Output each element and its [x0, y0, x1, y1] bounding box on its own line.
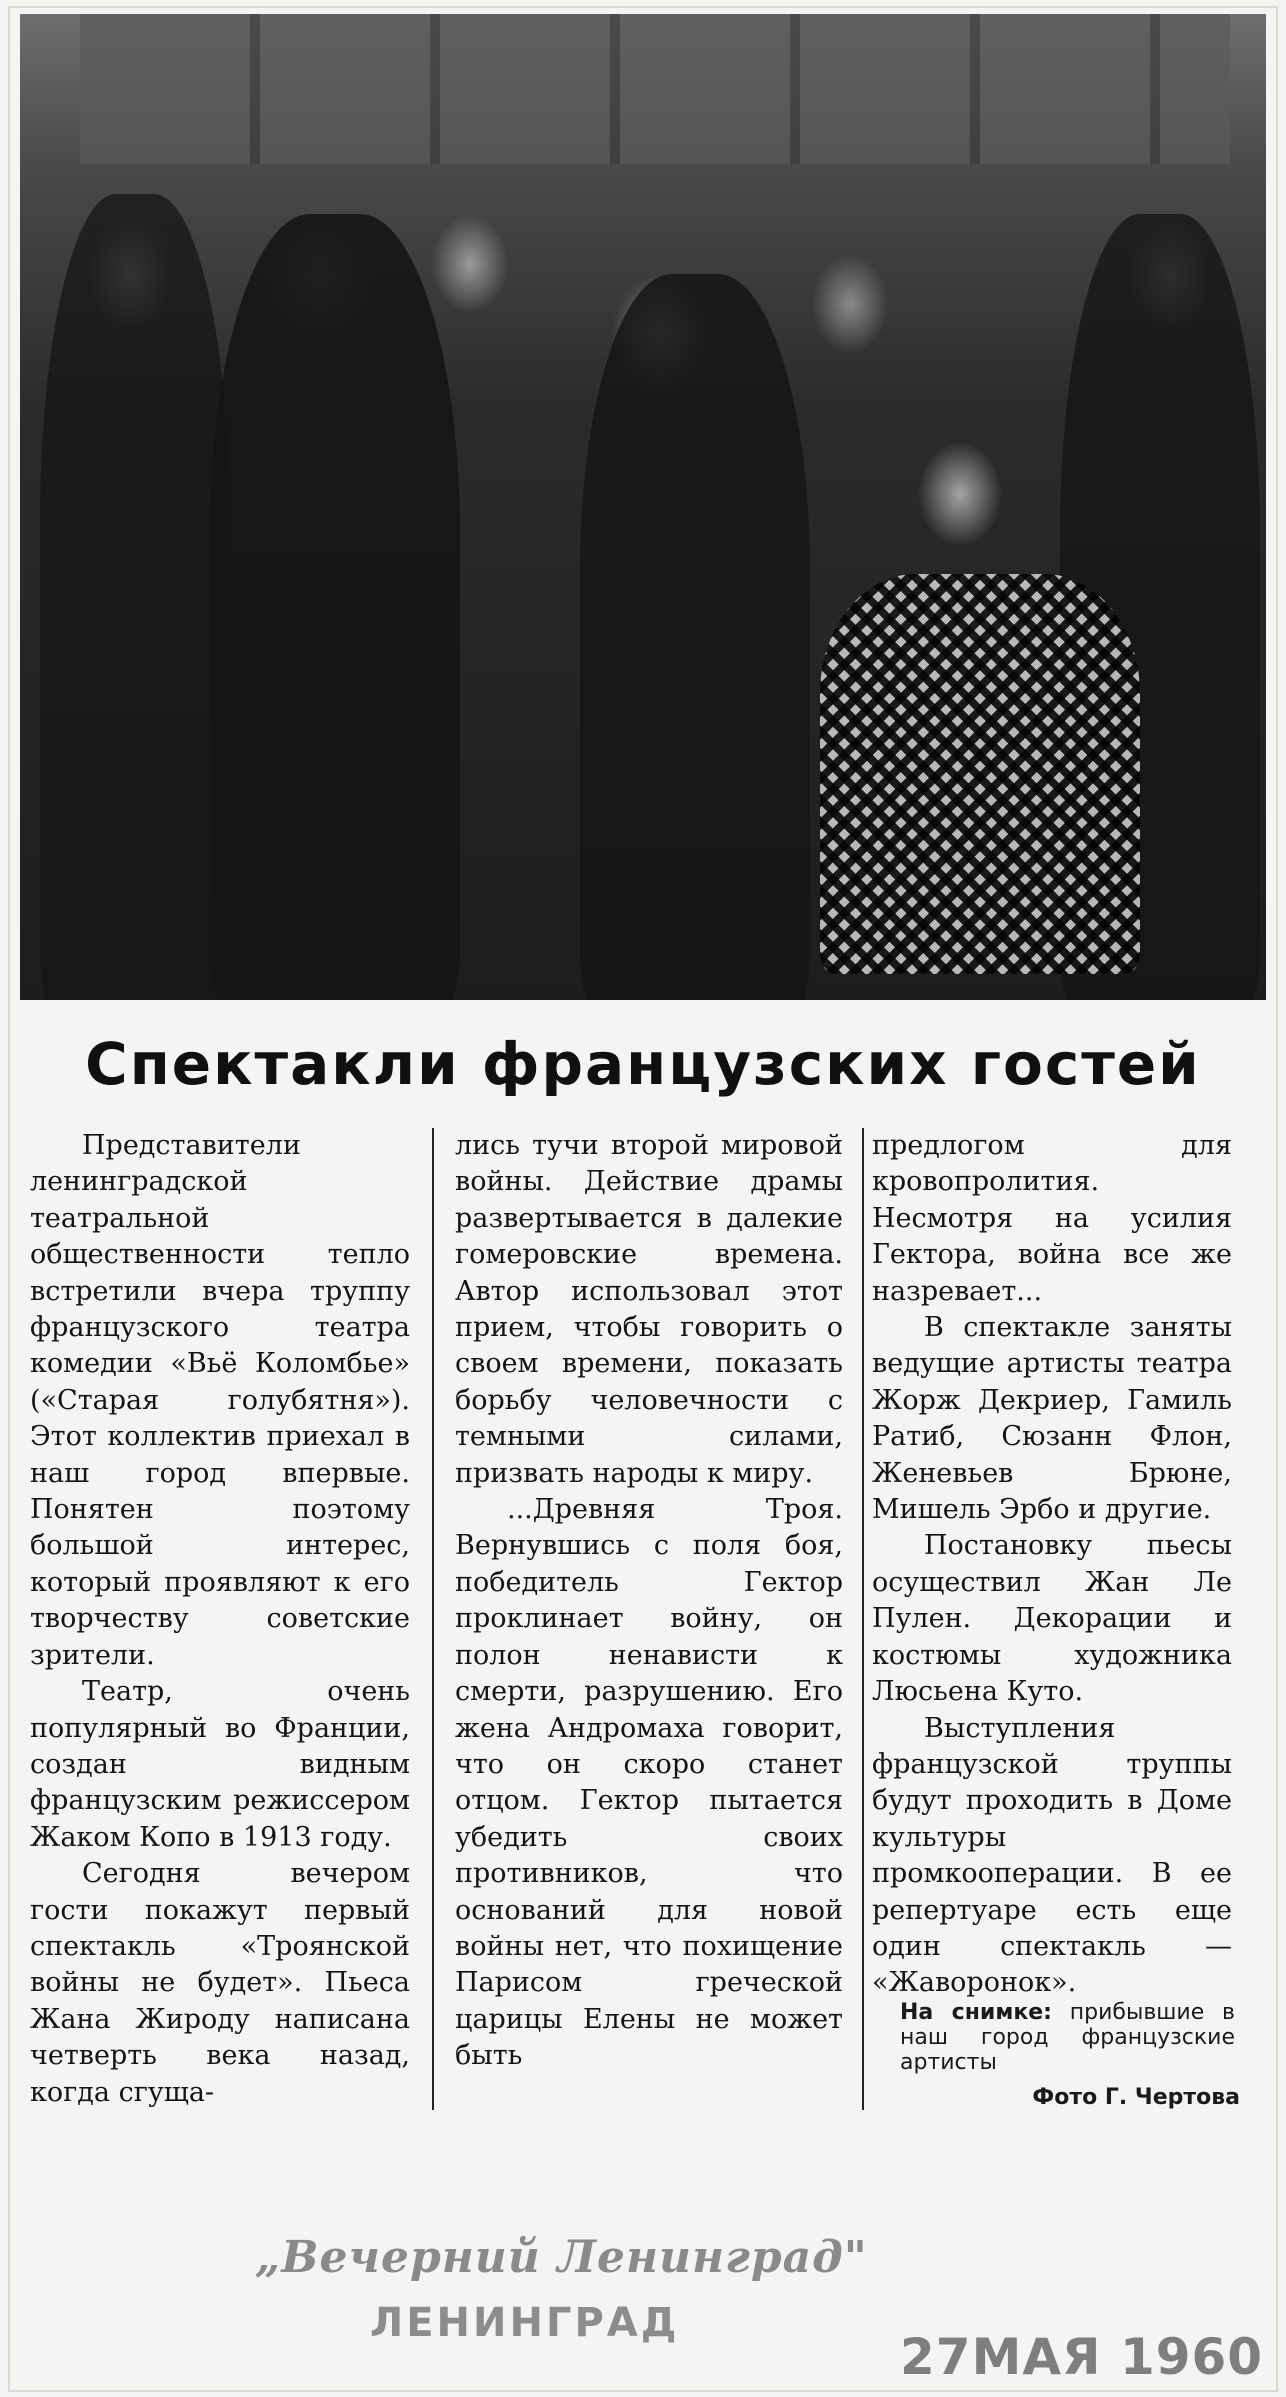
column-divider [432, 1128, 434, 2110]
newspaper-stamp: „Вечерний Ленинград" [255, 2232, 868, 2283]
article-column-1 [30, 1128, 410, 2111]
article-column-2 [455, 1128, 843, 2075]
paragraph: Постановку пьесы осуществил Жан Ле Пулен. Декорации и костюмы художника Люсьена Куто. [872, 1530, 1232, 1708]
caption-lead: На снимке: [900, 2000, 1052, 2025]
photo-credit: Фото Г. Чертова [1032, 2085, 1240, 2110]
paragraph: предлогом для кровопролития. Несмотря на усилия Гектора, война все же назревает... [872, 1130, 1232, 1307]
city-stamp: ЛЕНИНГРАД [370, 2300, 680, 2346]
paragraph: Театр, очень популярный во Франции, создан видным французским режиссером Жаком Копо в 1913 году. [30, 1676, 410, 1853]
article-column-3 [872, 1128, 1232, 2002]
paragraph: Выступления французской труппы будут проходить в Доме культуры промкооперации. В ее репертуаре есть еще один спектакль — «Жаворонок». [872, 1712, 1232, 1999]
person-figure [580, 274, 810, 1000]
paragraph: В спектакле заняты ведущие артисты театра Жорж Декриер, Гамиль Ратиб, Сюзанн Флон, Женевьев Брюне, Мишель Эрбо и другие. [872, 1312, 1232, 1526]
paragraph: ...Древняя Троя. Вернувшись с поля боя, победитель Гектор проклинает войну, он полон ненависти к смерти, разрушению. Его жена Андромаха говорит, что он скоро станет отцом. Гектор пытается убедить своих противников, что оснований для новой войны нет, что похищение Парисом греческой царицы Елены не может быть [455, 1494, 843, 2072]
person-figure [40, 194, 230, 1000]
article-headline: Спектакли французских гостей [85, 1030, 1201, 1098]
knit-sweater [820, 574, 1140, 974]
paragraph: Сегодня вечером гости покажут первый спектакль «Троянской войны не будет». Пьеса Жана Жироду написана четверть века назад, когда сгуща- [30, 1858, 410, 2108]
caption-text: прибывшие в наш город французские артисты [900, 2000, 1235, 2075]
date-stamp: 27МАЯ 1960 [900, 2328, 1264, 2386]
group-photo-image [20, 14, 1266, 1000]
column-divider [862, 1128, 864, 2110]
person-figure [210, 214, 460, 1000]
paragraph: Представители ленинградской театральной общественности тепло встретили вчера труппу французского театра комедии «Вьё Коломбье» («Старая голубятня»). Этот коллектив приехал в наш город впервые. Понятен поэтому большой интерес, который проявляют к его творчеству советские зрители. [30, 1130, 410, 1671]
bus-background [80, 14, 1230, 164]
paragraph: лись тучи второй мировой войны. Действие драмы развертывается в далекие гомеровские времена. Автор использовал этот прием, чтобы говорить о своем времени, показать борьбу человечности с темными силами, призвать народы к миру. [455, 1130, 843, 1489]
photo-caption [900, 2000, 1235, 2075]
